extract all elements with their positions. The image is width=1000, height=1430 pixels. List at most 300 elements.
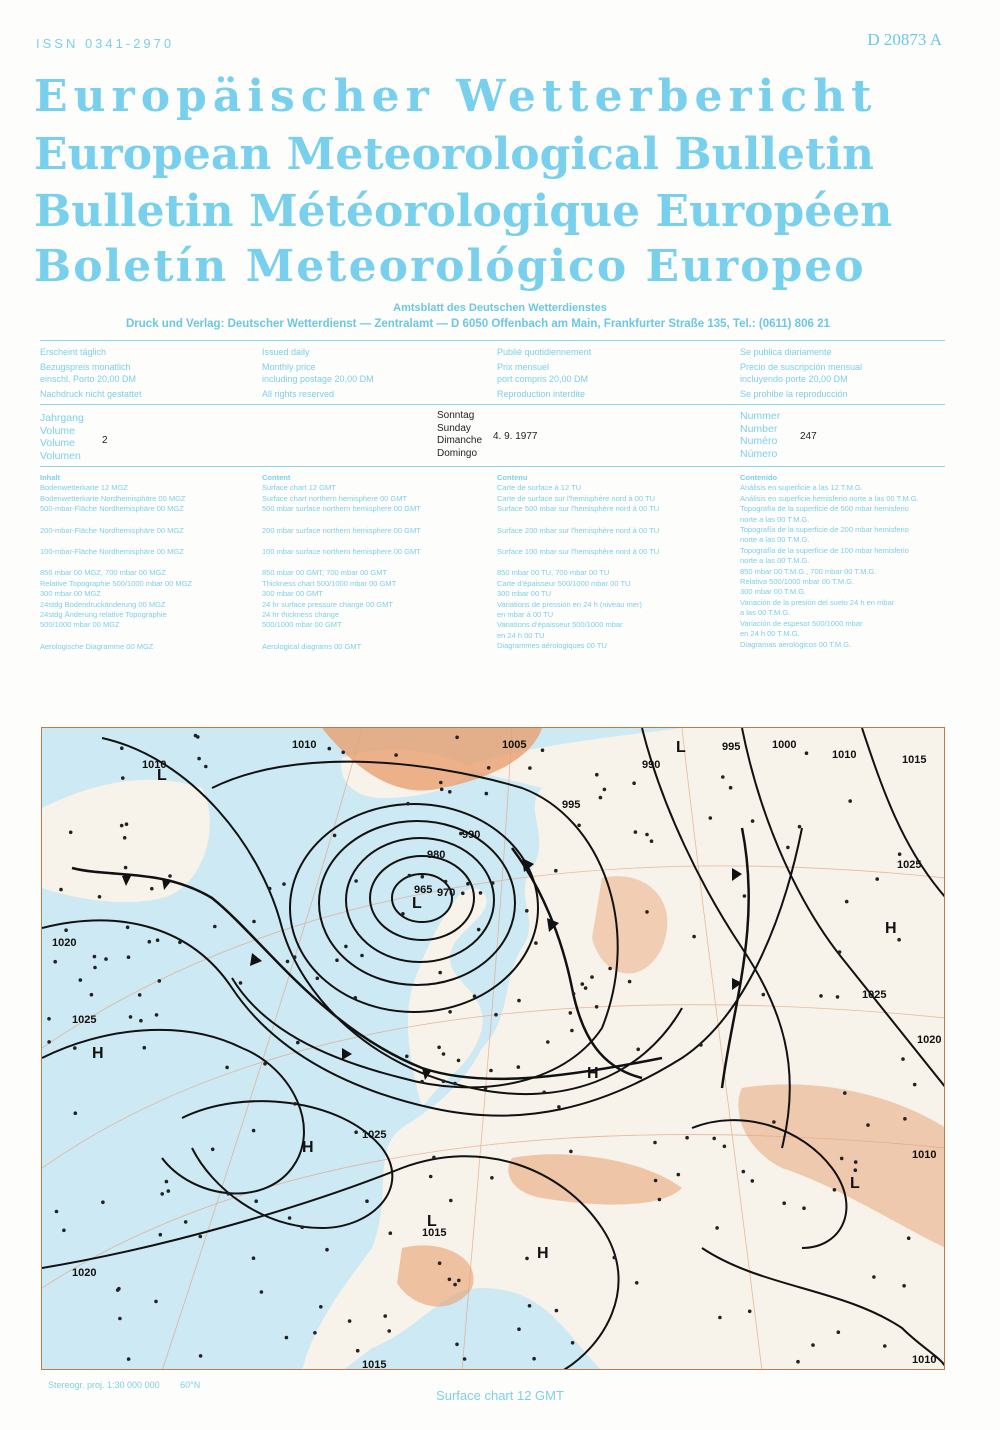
issue-number: 247 — [800, 431, 817, 442]
high-pressure-center: H — [587, 1065, 599, 1082]
contents-item: 850 mbar 00 GMT, 700 mbar 00 GMT — [262, 568, 388, 578]
contents-heading: Contenu — [497, 473, 528, 482]
station-dot — [517, 999, 521, 1003]
station-dot — [569, 1150, 573, 1154]
contents-item: Surface 200 mbar sur l'hemisphère nord à 00 TU — [497, 525, 660, 535]
station-dot — [572, 992, 576, 996]
station-dot — [528, 766, 532, 770]
station-dot — [62, 1229, 66, 1233]
low-pressure-center: L — [157, 767, 167, 784]
station-dot — [590, 975, 594, 979]
station-dot — [658, 1198, 662, 1202]
high-pressure-center: H — [885, 920, 897, 937]
number-label: Number — [740, 422, 778, 435]
station-dot — [635, 1281, 639, 1285]
pub-line: Erscheint täglich — [40, 347, 107, 357]
station-dot — [595, 773, 599, 777]
pub-line: Monthly price — [262, 362, 316, 372]
station-dot — [401, 912, 405, 916]
contents-item: Bodenwetterkarte 12 MGZ — [40, 483, 128, 493]
contents-item: Aerological diagrams 00 GMT — [262, 641, 362, 651]
station-dot — [116, 1288, 120, 1292]
station-dot — [74, 1111, 78, 1115]
station-dot — [897, 938, 901, 942]
contents-item: en 24 h 00 TU — [497, 630, 545, 640]
contents-item: norte a las 00 T.M.G. — [740, 535, 810, 545]
weather-map-graphic — [42, 728, 945, 1370]
contents-item: Carte de surface à 12 TU — [497, 483, 582, 493]
publication-info-en — [262, 346, 374, 400]
station-dot — [569, 1011, 573, 1015]
contents-fr — [497, 473, 659, 652]
station-dot — [489, 1069, 493, 1073]
station-dot — [608, 967, 612, 971]
station-dot — [494, 1013, 498, 1017]
station-dot — [260, 1290, 264, 1294]
station-dot — [542, 1091, 546, 1095]
station-dot — [466, 882, 470, 886]
station-dot — [457, 1059, 461, 1063]
station-dot — [328, 747, 332, 751]
isobar-label: 995 — [722, 741, 741, 753]
station-dot — [577, 824, 581, 828]
station-dot — [344, 945, 348, 949]
station-dot — [715, 1226, 719, 1230]
station-dot — [532, 1357, 536, 1361]
station-dot — [902, 1284, 906, 1288]
station-dot — [440, 788, 444, 792]
pub-line: Prix mensuel — [497, 362, 550, 372]
contents-item: en 24 h 00 T.M.G. — [740, 629, 800, 639]
station-dot — [477, 928, 481, 932]
surface-weather-map — [41, 727, 945, 1370]
station-dot — [155, 1013, 159, 1017]
isobar-label: 1025 — [897, 859, 922, 871]
contents-item: 850 mbar 00 T.M.G., 700 mbar 00 T.M.G. — [740, 566, 877, 576]
contents-item: 24stdg Änderung relative Topographie — [40, 610, 167, 620]
station-dot — [541, 748, 545, 752]
contents-item: 24 hr surface pressure change 00 GMT — [262, 599, 393, 609]
station-dot — [252, 920, 256, 924]
latitude-text: 60°N — [180, 1380, 201, 1390]
official-gazette-line: Amtsblatt des Deutschen Wetterdienstes — [393, 302, 607, 314]
contents-item: 24stdg Bodendruckänderung 00 MGZ — [40, 599, 166, 609]
station-dot — [123, 836, 127, 840]
station-dot — [313, 1331, 317, 1335]
station-dot — [546, 1040, 550, 1044]
contents-item: 300 mbar 00 GMT — [262, 589, 323, 599]
station-dot — [288, 1216, 292, 1220]
station-dot — [555, 1309, 559, 1313]
station-dot — [333, 834, 337, 838]
station-dot — [595, 1005, 599, 1009]
contents-item: Aerologische Diagramme 00 MGZ — [40, 641, 154, 651]
station-dot — [148, 940, 152, 944]
high-pressure-center: H — [302, 1139, 314, 1156]
station-dot — [150, 887, 154, 891]
isobar-label: 980 — [427, 849, 446, 861]
contents-item: Relativa 500/1000 mbar 00 T.M.G. — [740, 577, 855, 587]
station-dot — [437, 1046, 441, 1050]
station-dot — [479, 891, 483, 895]
low-pressure-center: L — [427, 1213, 437, 1230]
station-dot — [751, 1179, 755, 1183]
pub-line: Publié quotidiennement — [497, 347, 592, 357]
contents-item: a las 00 T.M.G. — [740, 608, 791, 618]
station-dot — [325, 1248, 329, 1252]
contents-item: norte a las 00 T.M.G. — [740, 514, 810, 524]
station-dot — [453, 1283, 457, 1287]
station-dot — [782, 1201, 786, 1205]
station-dot — [120, 824, 124, 828]
station-dot — [613, 1256, 617, 1260]
station-dot — [448, 1278, 452, 1282]
pub-line: port compris 20,00 DM — [497, 374, 589, 384]
station-dot — [907, 1236, 911, 1240]
station-dot — [354, 996, 358, 1000]
station-dot — [650, 839, 654, 843]
station-dot — [866, 1123, 870, 1127]
station-dot — [872, 1275, 876, 1279]
station-dot — [442, 1052, 446, 1056]
pub-line: Issued daily — [262, 347, 310, 357]
station-dot — [645, 910, 649, 914]
contents-item: Análisis en superficie hemisferio norte a las 00 T.M.G. — [740, 493, 919, 503]
station-dot — [387, 1329, 391, 1333]
title-english: European Meteorological Bulletin — [34, 129, 875, 180]
contents-item: 500-mbar-Fläche Nordhemisphäre 00 MGZ — [40, 504, 184, 514]
station-dot — [743, 894, 747, 898]
station-dot — [805, 751, 809, 755]
station-dot — [632, 781, 636, 785]
station-dot — [47, 1040, 51, 1044]
station-dot — [47, 1017, 51, 1021]
station-dot — [712, 1137, 716, 1141]
station-dot — [120, 746, 124, 750]
station-dot — [127, 955, 131, 959]
publisher-line: Druck und Verlag: Deutscher Wetterdienst — Zentralamt — D 6050 Offenbach am Main, Frankfurter Straße 135, Tel.: (0611) 806 21 — [126, 318, 830, 330]
contents-item: 100 mbar surface northern hemisphere 00 GMT — [262, 547, 421, 557]
station-dot — [599, 796, 603, 800]
station-dot — [901, 1057, 905, 1061]
contents-item: Carte d'épaisseur 500/1000 mbar 00 TU — [497, 578, 631, 588]
contents-heading: Contenido — [740, 473, 778, 482]
isobar-label: 990 — [642, 759, 661, 771]
issn-number: ISSN 0341-2970 — [36, 36, 175, 51]
volume-label: Volumen — [40, 449, 81, 462]
station-dot — [55, 1210, 59, 1214]
station-dot — [129, 1015, 133, 1019]
title-german: Europäischer Wetterbericht — [34, 71, 878, 122]
station-dot — [197, 757, 201, 761]
station-dot — [394, 753, 398, 757]
station-dot — [487, 766, 491, 770]
station-dot — [98, 895, 102, 899]
contents-item: Variations de pression en 24 h (niveau mer) — [497, 599, 642, 609]
station-dot — [571, 1341, 575, 1345]
station-dot — [819, 994, 823, 998]
station-dot — [268, 887, 272, 891]
station-dot — [444, 880, 448, 884]
station-dot — [121, 776, 125, 780]
volume-label: Volume — [40, 424, 76, 437]
low-pressure-center: L — [850, 1175, 860, 1192]
station-dot — [455, 1343, 459, 1347]
contents-item: 24 hr thickness change — [262, 610, 340, 620]
station-dot — [168, 874, 172, 878]
station-dot — [525, 909, 529, 913]
station-dot — [432, 1156, 436, 1160]
contents-item: 100-mbar-Fläche Nordhemisphäre 00 MGZ — [40, 547, 184, 557]
station-dot — [883, 1344, 887, 1348]
station-dot — [420, 1080, 424, 1084]
station-dot — [406, 802, 410, 806]
contents-item: norte a las 00 T.M.G. — [740, 556, 810, 566]
station-dot — [718, 1316, 722, 1320]
station-dot — [581, 982, 585, 986]
high-pressure-center: H — [92, 1045, 104, 1062]
isobar-label: 1015 — [902, 754, 927, 766]
pub-line: incluyendo porte 20,00 DM — [740, 374, 848, 384]
contents-item: Thickness chart 500/1000 mbar 00 GMT — [262, 578, 397, 588]
station-dot — [316, 977, 320, 981]
pub-line: All rights reserved — [262, 389, 335, 399]
contents-item: 300 mbar 00 MGZ — [40, 589, 101, 599]
station-dot — [463, 1357, 467, 1361]
divider — [40, 466, 945, 467]
contents-item: 200-mbar-Fläche Nordhemisphäre 00 MGZ — [40, 525, 184, 535]
station-dot — [461, 892, 465, 896]
pub-line: including postage 20,00 DM — [262, 374, 374, 384]
station-dot — [285, 1336, 289, 1340]
volume-labels — [40, 412, 84, 462]
station-dot — [843, 1091, 847, 1095]
contents-item: Diagramas aerológicos 00 T.M.G. — [740, 639, 852, 649]
station-dot — [628, 980, 632, 984]
contents-es — [740, 473, 919, 650]
station-dot — [199, 1354, 203, 1358]
station-dot — [438, 1261, 442, 1265]
pub-line: Se publica diariamente — [740, 347, 832, 357]
station-dot — [836, 995, 840, 999]
station-dot — [227, 1192, 231, 1196]
station-dot — [903, 1117, 907, 1121]
isobar-label: 1020 — [917, 1034, 942, 1046]
day-label: Sonntag — [437, 410, 475, 421]
document-number: D 20873 A — [867, 30, 942, 49]
number-label: Nummer — [740, 410, 781, 422]
isobar-label: 1015 — [422, 1227, 447, 1239]
contents-item: Diagrammes aérologiques 00 TU — [497, 641, 607, 651]
contents-item: Topografía de la superficie de 200 mbar hemisferio — [740, 525, 909, 535]
station-dot — [286, 960, 290, 964]
low-pressure-center: L — [412, 895, 422, 912]
station-dot — [584, 986, 588, 990]
station-dot — [854, 1160, 858, 1164]
contents-item: Topografía de la superficie de 100 mbar hemisferio — [740, 545, 909, 555]
station-dot — [723, 1145, 727, 1149]
contents-item: Topografía de la superficie de 500 mbar hemisferio — [740, 504, 909, 514]
map-caption: Surface chart 12 GMT — [436, 1388, 564, 1403]
contents-item: Variación de espesor 500/1000 mbar — [740, 618, 863, 628]
station-dot — [300, 1225, 304, 1229]
low-pressure-center: L — [676, 739, 686, 756]
station-dot — [490, 1176, 494, 1180]
contents-item: 300 mbar 00 T.M.G. — [740, 587, 807, 597]
contents-item: Surface chart 12 GMT — [262, 483, 336, 493]
station-dot — [354, 879, 358, 883]
pub-line: Reproduction interdite — [497, 389, 586, 399]
isobar-label: 1020 — [72, 1267, 97, 1279]
station-dot — [786, 846, 790, 850]
contents-item: 500 mbar surface northern hemisphere 00 GMT — [262, 504, 421, 514]
pub-line: Bezugspreis monatlich — [40, 362, 131, 372]
station-dot — [158, 979, 162, 983]
station-dot — [64, 928, 68, 932]
station-dot — [525, 1257, 529, 1261]
station-dot — [156, 938, 160, 942]
station-dot — [838, 950, 842, 954]
contents-item: Surface chart northern hemisphere 00 GMT — [262, 493, 408, 503]
publication-info-de — [40, 346, 142, 400]
station-dot — [101, 1200, 105, 1204]
contents-en — [262, 473, 421, 652]
contents-item: en mbar à 00 TU — [497, 610, 554, 620]
contents-heading: Content — [262, 473, 291, 482]
station-dot — [118, 1317, 122, 1321]
station-dot — [796, 1360, 800, 1364]
isobar-label: 1010 — [142, 759, 167, 771]
station-dot — [335, 958, 339, 962]
station-dot — [356, 1349, 360, 1353]
station-dot — [263, 1062, 267, 1066]
station-dot — [354, 1130, 358, 1134]
station-dot — [709, 816, 713, 820]
station-dot — [798, 825, 802, 829]
contents-item: Carte de surface sur l'hemisphère nord à 00 TU — [497, 493, 656, 503]
station-dot — [554, 869, 558, 873]
station-dot — [677, 1173, 681, 1177]
station-dot — [213, 925, 217, 929]
isobar-label: 1010 — [832, 749, 857, 761]
contents-item: 850 mbar 00 MGZ, 700 mbar 00 MGZ — [40, 568, 166, 578]
station-dot — [139, 1019, 143, 1023]
contents-item: 300 mbar 00 TU — [497, 589, 552, 599]
contents-item: Bodenwetterkarte Nordhemisphäre 00 MGZ — [40, 493, 186, 503]
station-dot — [645, 833, 649, 837]
contents-item: Surface 100 mbar sur l'hemisphère nord à 00 TU — [497, 547, 660, 557]
station-dot — [138, 993, 142, 997]
station-dot — [729, 786, 733, 790]
station-dot — [898, 852, 902, 856]
station-dot — [534, 941, 538, 945]
station-dot — [913, 1083, 917, 1087]
station-dot — [296, 1041, 300, 1045]
station-dot — [408, 874, 412, 878]
volume-label: Volume — [40, 437, 76, 449]
contents-item: 500/1000 mbar 00 MGZ — [40, 620, 120, 630]
station-dot — [293, 955, 297, 959]
station-dot — [692, 935, 696, 939]
station-dot — [833, 1188, 837, 1192]
station-dot — [127, 1357, 131, 1361]
pub-line: einschl. Porto 20,00 DM — [40, 374, 137, 384]
station-dot — [448, 1010, 452, 1014]
station-dot — [429, 1175, 433, 1179]
title-french: Bulletin Météorologique Européen — [34, 186, 893, 237]
divider — [40, 340, 945, 341]
station-dot — [721, 775, 725, 779]
number-labels — [740, 410, 780, 460]
station-dot — [840, 1157, 844, 1161]
isobar-label: 970 — [437, 887, 456, 899]
isobar-label: 1005 — [502, 739, 527, 751]
station-dot — [53, 960, 57, 964]
contents-heading: Inhalt — [40, 473, 60, 482]
station-dot — [196, 735, 200, 739]
station-dot — [365, 1199, 369, 1203]
volume-label: Jahrgang — [40, 412, 84, 424]
isobar-label: 990 — [462, 829, 481, 841]
station-dot — [69, 831, 73, 835]
station-dot — [557, 1105, 561, 1109]
station-dot — [653, 1141, 657, 1145]
station-dot — [517, 1327, 521, 1331]
station-dot — [517, 1065, 521, 1069]
station-dot — [93, 955, 97, 959]
station-dot — [439, 781, 443, 785]
day-label: Domingo — [437, 447, 478, 459]
contents-item: Variations d'épaisseur 500/1000 mbar — [497, 620, 623, 630]
contents-item: Relative Topographie 500/1000 mbar 00 MGZ — [40, 578, 193, 588]
station-dot — [654, 1179, 658, 1183]
station-dot — [90, 993, 94, 997]
station-dot — [699, 1043, 703, 1047]
number-label: Numéro — [740, 435, 778, 447]
station-dot — [802, 1206, 806, 1210]
number-label: Número — [740, 447, 778, 460]
station-dot — [421, 875, 425, 879]
isobar-label: 1025 — [362, 1129, 387, 1141]
station-dot — [484, 1087, 488, 1091]
station-dot — [59, 888, 63, 892]
station-dot — [875, 877, 879, 881]
station-dot — [225, 1066, 229, 1070]
projection-text: Stereogr. proj. 1:30 000 000 — [48, 1380, 160, 1390]
station-dot — [348, 1319, 352, 1323]
isobar-label: 1010 — [912, 1354, 937, 1366]
station-dot — [178, 941, 182, 945]
station-dot — [293, 1102, 297, 1106]
station-dot — [341, 751, 345, 755]
station-dot — [449, 1199, 453, 1203]
station-dot — [453, 1082, 457, 1086]
station-dot — [457, 1279, 461, 1283]
station-dot — [742, 1170, 746, 1174]
publication-info-fr — [497, 346, 591, 400]
isobar-label: 995 — [562, 799, 581, 811]
station-dot — [854, 1168, 858, 1172]
station-dot — [383, 1314, 387, 1318]
station-dot — [811, 1343, 815, 1347]
station-dot — [204, 765, 208, 769]
station-dot — [165, 1180, 169, 1184]
station-dot — [772, 1120, 776, 1124]
day-labels — [437, 410, 482, 460]
station-dot — [748, 1310, 752, 1314]
station-dot — [685, 1136, 689, 1140]
station-dot — [79, 978, 83, 982]
